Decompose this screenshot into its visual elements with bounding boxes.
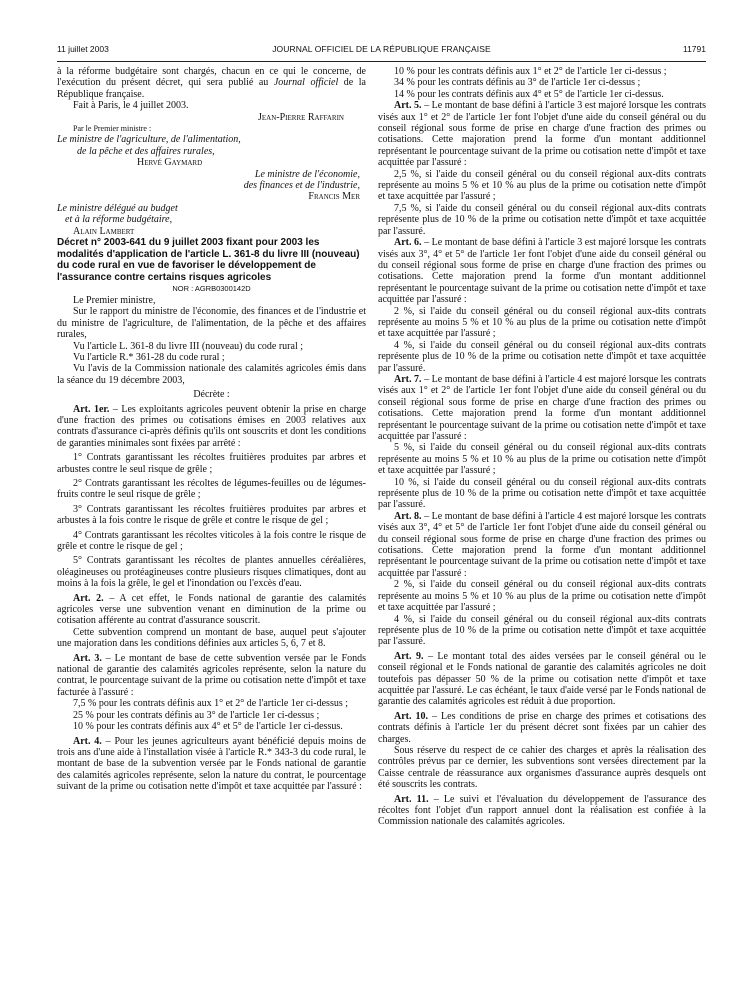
article-10: Art. 10. – Les conditions de prise en charge des primes et cotisations des contrats définis à l'article 1er du présent décret sont fixées par un cahier des charges. [378, 710, 706, 745]
article-5: Art. 5. – Le montant de base défini à l'article 3 est majoré lorsque les contrats visés aux 1° et 2° de l'article 1er font l'objet d'une aide du conseil général ou du conseil régional sous forme de prise en charge d'une fraction des primes ou cotisations. Cette majoration prend la forme d'un montant additionnel représentant le pourcentage suivant de la prime ou cotisation nette d'impôt et taxe acquittée par l'assuré : [378, 100, 706, 169]
decrete: Décrète : [193, 389, 230, 401]
fait-line: Fait à Paris, le 4 juillet 2003. [73, 100, 189, 112]
intro-paragraph: à la réforme budgétaire sont chargés, chacun en ce qui le concerne, de l'exécution du présent décret, qui sera publié au Journal officiel de la République française. [57, 66, 366, 100]
minister-budget-line1: Le ministre délégué au budget [57, 202, 178, 214]
minister-agriculture-line2: de la pêche et des affaires rurales, [77, 145, 215, 157]
page-header [57, 44, 706, 58]
signer-raffarin: Jean-Pierre Raffarin [258, 111, 344, 123]
article-3-item-2: 25 % pour les contrats définis au 3° de l'article 1er ci-dessus ; [73, 709, 320, 721]
nor-reference: NOR : AGRB0300142D [172, 284, 251, 294]
article-8-item-1: 2 %, si l'aide du conseil général ou du conseil régional aux-dits contrats représente au moins 5 % et 10 % au plus de la prime ou cotisation nette d'impôt et taxe acquittée par l'assuré ; [378, 579, 706, 614]
header-page-number: 11791 [682, 44, 706, 54]
article-11: Art. 11. – Le suivi et l'évaluation du développement de l'assurance des récoltes font l'objet d'un rapport annuel dont la réalisation est confiée à la Commission nationale des calamités agricoles. [378, 793, 706, 828]
article-5-item-1: 2,5 %, si l'aide du conseil général ou du conseil régional aux-dits contrats représente au moins 5 % et 10 % au plus de la prime ou cotisation nette d'impôt et taxe acquittée par l'assuré ; [378, 168, 706, 203]
article-1-item-5: 5° Contrats garantissant les récoltes de plantes annuelles céréalières, oléagineuses ou protéagineuses contre plusieurs risques climatiques, dont au moins à la fois la grêle, le gel et l'inondation ou l'excès d'eau. [57, 555, 366, 590]
article-6: Art. 6. – Le montant de base défini à l'article 3 est majoré lorsque les contrats visés aux 3°, 4° et 5° de l'article 1er font l'objet d'une aide du conseil général ou du conseil régional sous forme de prise en charge d'une fraction des primes ou cotisations. Cette majoration prend la forme d'un montant additionnel représentant le pourcentage suivant de la prime ou cotisation nette d'impôt et taxe acquittée par l'assuré : [378, 237, 706, 306]
article-4: Art. 4. – Pour les jeunes agriculteurs ayant bénéficié depuis moins de trois ans d'une aide à l'installation visée à l'article R.* 343-3 du code rural, le montant de base de la subvention versée par le Fonds national de garantie des calamités agricoles représente, selon la nature du contrat, le pourcentage suivant de la prime ou cotisation nette d'impôt et taxe acquittée par l'assuré : [57, 735, 366, 793]
article-3-item-1: 7,5 % pour les contrats définis aux 1° et 2° de l'article 1er ci-dessus ; [73, 698, 348, 710]
article-1: Art. 1er. – Les exploitants agricoles peuvent obtenir la prise en charge d'une fraction des primes ou cotisations émises en 2003 relatives aux contrats d'assurance ci-après définis qu'ils ont souscrits et dont les conditions de garanties minimales sont fixées par arrêté : [57, 403, 367, 449]
article-3-item-3: 10 % pour les contrats définis aux 4° et 5° de l'article 1er ci-dessus. [73, 721, 343, 733]
article-3: Art. 3. – Le montant de base de cette subvention versée par le Fonds national de garantie des calamités agricoles représente, selon la nature du contrat, le pourcentage suivant de la prime ou cotisation nette d'impôt et taxe facturée à l'assuré : [57, 652, 366, 698]
signer-lambert: Alain Lambert [73, 225, 135, 237]
minister-economy-line2: des finances et de l'industrie, [243, 180, 360, 192]
article-7-item-1: 5 %, si l'aide du conseil général ou du conseil régional aux-dits contrats représente au moins 5 % et 10 % au plus de la prime ou cotisation nette d'impôt et taxe acquittée par l'assuré ; [378, 442, 706, 477]
article-10-b: Sous réserve du respect de ce cahier des charges et après la réalisation des contrôles prévus par ce dernier, les subventions sont versées directement par la Caisse centrale de réassurance aux organismes d'assurance auprès desquels ont été souscrits les contrats. [378, 744, 706, 791]
article-8-item-2: 4 %, si l'aide du conseil général ou du conseil régional aux-dits contrats représente plus de 10 % de la prime ou cotisation nette d'impôt et taxe acquittée par l'assuré. [378, 613, 706, 648]
rapport-paragraph: Sur le rapport du ministre de l'économie, des finances et de l'industrie et du ministre de l'agriculture, de l'alimentation, de la pêche et des affaires rurales, [57, 306, 366, 341]
article-7-item-2: 10 %, si l'aide du conseil général ou du conseil régional aux-dits contrats représente plus de 10 % de la prime ou cotisation nette d'impôt et taxe acquittée par l'assuré. [378, 476, 706, 511]
article-4-item-2: 34 % pour les contrats définis au 3° de l'article 1er ci-dessus ; [394, 77, 641, 89]
signer-mer: Francis Mer [308, 191, 360, 203]
minister-budget-line2: et à la réforme budgétaire, [65, 214, 173, 226]
article-1-item-4: 4° Contrats garantissant les récoltes viticoles à la fois contre le risque de grêle et contre le risque de gel ; [57, 529, 366, 552]
article-1-item-2: 2° Contrats garantissant les récoltes de légumes-feuilles ou de légumes-fruits contre le seul risque de grêle ; [57, 477, 366, 501]
article-1-item-3: 3° Contrats garantissant les récoltes fruitières produites par arbres et arbustes à la fois contre le risque de grêle et contre le risque de gel ; [57, 503, 366, 527]
article-2-b: Cette subvention comprend un montant de base, auquel peut s'ajouter une majoration dans les conditions définies aux articles 5, 6, 7 et 8. [57, 626, 366, 650]
premier-ministre: Le Premier ministre, [73, 294, 156, 306]
article-6-item-1: 2 %, si l'aide du conseil général ou du conseil régional aux-dits contrats représente au moins 5 % et 10 % au plus de la prime ou cotisation nette d'impôt et taxe acquittée par l'assuré ; [378, 305, 706, 340]
signer-gaymard: Hervé Gaymard [137, 157, 203, 169]
vu-1: Vu l'article L. 361-8 du livre III (nouveau) du code rural ; [73, 340, 304, 352]
left-column [57, 66, 366, 793]
decree-title: Décret n° 2003-641 du 9 juillet 2003 fixant pour 2003 les modalités d'application de l'article L. 361-8 du livre III (nouveau) du code rural en vue de favoriser le développement de l'assurance contre certains risques agricoles [57, 237, 360, 283]
header-journal-title: JOURNAL OFFICIEL DE LA RÉPUBLIQUE FRANÇAISE [272, 44, 491, 54]
vu-2: Vu l'article R.* 361-28 du code rural ; [73, 351, 225, 363]
minister-economy-line1: Le ministre de l'économie, [254, 168, 360, 180]
right-column [378, 66, 706, 828]
header-rule [57, 61, 706, 62]
article-4-item-3: 14 % pour les contrats définis aux 4° et 5° de l'article 1er ci-dessus. [394, 88, 664, 100]
article-6-item-2: 4 %, si l'aide du conseil général ou du conseil régional aux-dits contrats représente plus de 10 % de la prime ou cotisation nette d'impôt et taxe acquittée par l'assuré. [378, 339, 706, 374]
article-9: Art. 9. – Le montant total des aides versées par le conseil général ou le conseil régional et le Fonds national de garantie des calamités agricoles ne doit toutefois pas dépasser 50 % de la prime ou cotisation nette d'impôt et taxe acquittée par l'assuré. Le cas échéant, le taux d'aide versé par le Fonds national de garantie des calamités agricoles est réduit à due proportion. [378, 650, 706, 708]
article-7: Art. 7. – Le montant de base défini à l'article 4 est majoré lorsque les contrats visés aux 1° et 2° de l'article 1er font l'objet d'une aide du conseil général ou du conseil régional sous forme de prise en charge d'une fraction des primes ou cotisations. Cette majoration prend la forme d'un montant additionnel représentant le pourcentage suivant de la prime ou cotisation nette d'impôt et taxe acquittée par l'assuré : [378, 373, 706, 442]
article-2: Art. 2. – A cet effet, le Fonds national de garantie des calamités agricoles verse une subvention venant en diminution de la prime ou cotisation afférente au contrat d'assurance souscrit. [57, 592, 366, 627]
par-le-premier-ministre: Par le Premier ministre : [73, 124, 152, 134]
article-8: Art. 8. – Le montant de base défini à l'article 4 est majoré lorsque les contrats visés aux 3°, 4° et 5° de l'article 1er font l'objet d'une aide du conseil général ou du conseil régional sous forme de prise en charge d'une fraction des primes ou cotisations. Cette majoration prend la forme d'un montant additionnel représentant le pourcentage suivant de la prime ou cotisation nette d'impôt et taxe acquittée par l'assuré : [378, 510, 706, 579]
article-5-item-2: 7,5 %, si l'aide du conseil général ou du conseil régional aux-dits contrats représente plus de 10 % de la prime ou cotisation nette d'impôt et taxe acquittée par l'assuré. [378, 202, 706, 237]
article-1-item-1: 1° Contrats garantissant les récoltes fruitières produites par arbres et arbustes contre le seul risque de grêle ; [57, 452, 366, 475]
header-date: 11 juillet 2003 [57, 44, 109, 54]
minister-agriculture-line1: Le ministre de l'agriculture, de l'alimentation, [57, 134, 241, 146]
vu-3: Vu l'avis de la Commission nationale des calamités agricoles émis dans la séance du 19 décembre 2003, [57, 363, 366, 386]
article-4-item-1: 10 % pour les contrats définis aux 1° et 2° de l'article 1er ci-dessus ; [394, 66, 667, 77]
